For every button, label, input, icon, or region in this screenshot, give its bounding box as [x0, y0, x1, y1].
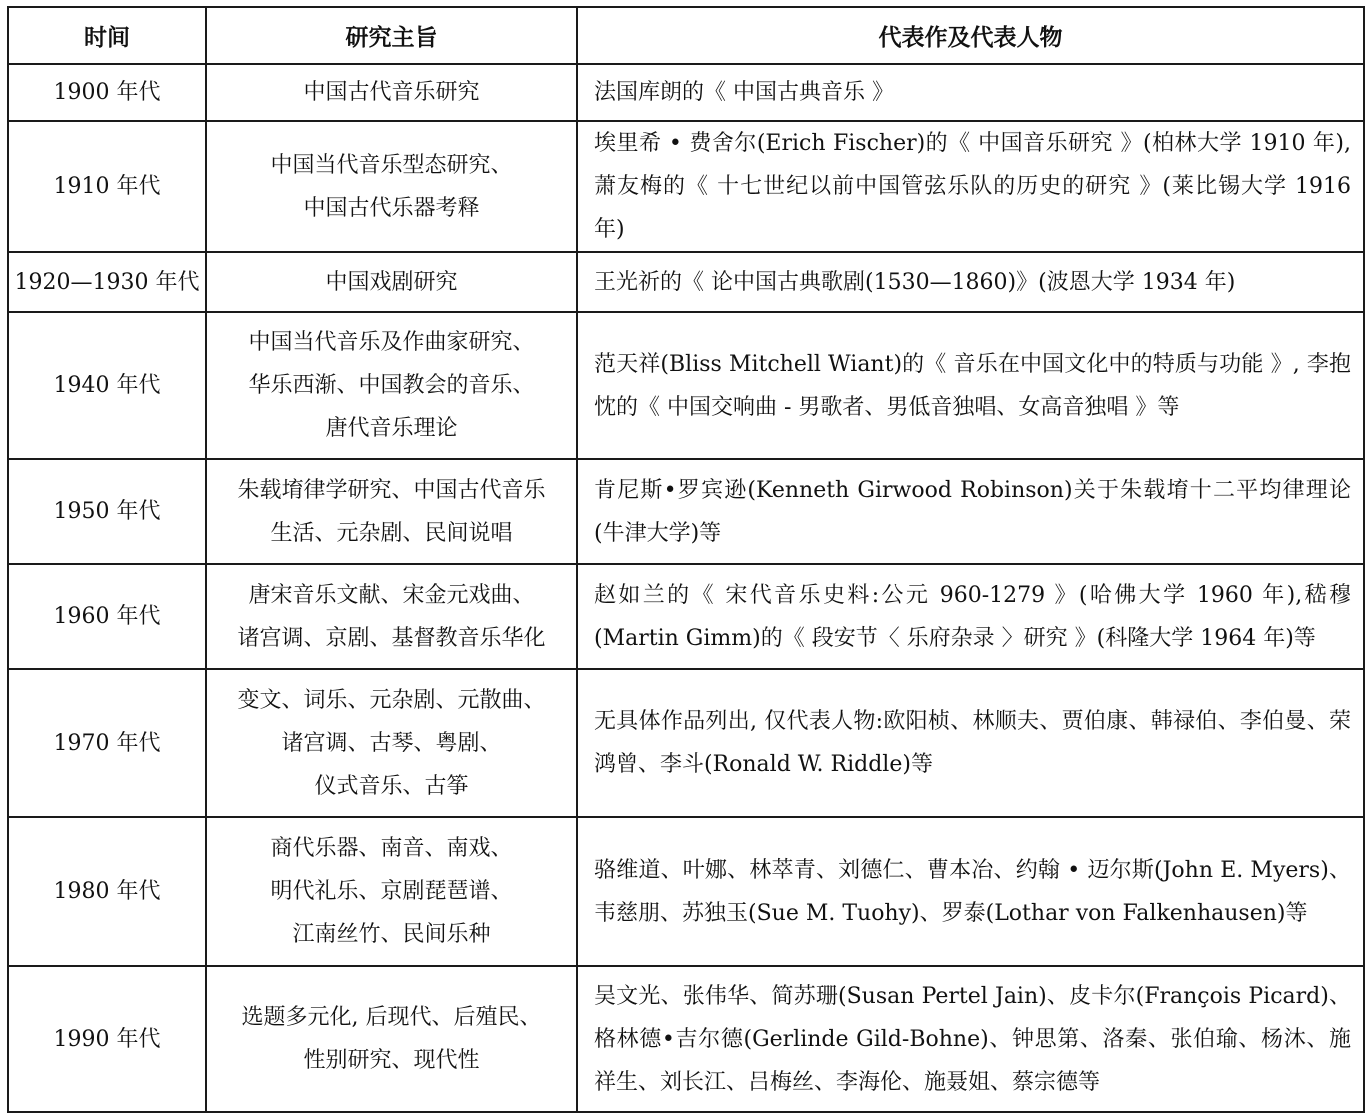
cell-works: 埃里希 • 费舍尔(Erich Fischer)的《 中国音乐研究 》(柏林大学 1910 年), 萧友梅的《 十七世纪以前中国管弦乐队的历史的研究 》(莱比锡大学 1916 年) — [577, 121, 1364, 252]
header-representative-works: 代表作及代表人物 — [577, 7, 1364, 64]
cell-aim — [206, 459, 577, 564]
cell-aim — [206, 64, 577, 121]
cell-works: 赵如兰的《 宋代音乐史料:公元 960-1279 》(哈佛大学 1960 年),嵇穆(Martin Gimm)的《 段安节〈 乐府杂录 〉研究 》(科隆大学 1964 年)等 — [577, 564, 1364, 669]
aim-line: 华乐西渐、中国教会的音乐、 — [248, 373, 535, 398]
table-row — [8, 252, 1364, 312]
aim-line: 诸宫调、京剧、基督教音乐华化 — [237, 625, 546, 651]
aim-line: 中国戏剧研究 — [325, 269, 458, 295]
research-table — [7, 6, 1365, 1113]
table-row — [8, 564, 1364, 669]
aim-line: 变文、词乐、元杂剧、元散曲、 — [237, 687, 546, 713]
header-time: 时间 — [8, 7, 206, 64]
table-row — [8, 669, 1364, 817]
cell-works: 法国库朗的《 中国古典音乐 》 — [577, 64, 1364, 121]
cell-works: 范天祥(Bliss Mitchell Wiant)的《 音乐在中国文化中的特质与功能 》, 李抱忱的《 中国交响曲 - 男歌者、男低音独唱、女高音独唱 》等 — [577, 312, 1364, 459]
cell-works: 骆维道、叶娜、林萃青、刘德仁、曹本冶、约翰 • 迈尔斯(John E. Myers)、韦慈朋、苏独玉(Sue M. Tuohy)、罗泰(Lothar von Falkenhausen)等 — [577, 817, 1364, 966]
aim-line: 江南丝竹、民间乐种 — [292, 922, 491, 947]
cell-time: 1970 年代 — [8, 669, 206, 817]
cell-time: 1910 年代 — [8, 121, 206, 252]
aim-line: 选题多元化, 后现代、后殖民、 — [241, 1005, 542, 1030]
table-row — [8, 966, 1364, 1112]
cell-time: 1920—1930 年代 — [8, 252, 206, 312]
cell-aim — [206, 817, 577, 966]
table-header-row — [8, 7, 1364, 64]
aim-line: 唐宋音乐文献、宋金元戏曲、 — [248, 582, 535, 608]
cell-aim — [206, 669, 577, 817]
aim-line: 中国当代音乐及作曲家研究、 — [248, 330, 535, 355]
cell-works: 吴文光、张伟华、简苏珊(Susan Pertel Jain)、皮卡尔(François Picard)、格林德•吉尔德(Gerlinde Gild-Bohne)、钟思第、洛秦、张伯瑜、杨沐、施祥生、刘长江、吕梅丝、李海伦、施聂姐、蔡宗德等 — [577, 966, 1364, 1112]
table-row — [8, 312, 1364, 459]
cell-aim — [206, 121, 577, 252]
table-row — [8, 121, 1364, 252]
cell-time: 1900 年代 — [8, 64, 206, 121]
cell-aim — [206, 312, 577, 459]
aim-line: 朱载堉律学研究、中国古代音乐 — [237, 477, 546, 503]
aim-line: 中国古代音乐研究 — [303, 80, 480, 105]
table-row — [8, 459, 1364, 564]
header-research-aim: 研究主旨 — [206, 7, 577, 64]
cell-works: 王光祈的《 论中国古典歌剧(1530—1860)》(波恩大学 1934 年) — [577, 252, 1364, 312]
aim-line: 明代礼乐、京剧琵琶谱、 — [270, 879, 513, 904]
table-row — [8, 64, 1364, 121]
cell-works: 肯尼斯•罗宾逊(Kenneth Girwood Robinson)关于朱载堉十二平均律理论(牛津大学)等 — [577, 459, 1364, 564]
aim-line: 中国古代乐器考释 — [303, 195, 480, 221]
cell-works: 无具体作品列出, 仅代表人物:欧阳桢、林顺夫、贾伯康、韩禄伯、李伯曼、荣鸿曾、李斗(Ronald W. Riddle)等 — [577, 669, 1364, 817]
cell-aim — [206, 252, 577, 312]
table-row — [8, 817, 1364, 966]
aim-line: 中国当代音乐型态研究、 — [270, 152, 513, 178]
cell-time: 1950 年代 — [8, 459, 206, 564]
aim-line: 商代乐器、南音、南戏、 — [270, 836, 513, 861]
aim-line: 生活、元杂剧、民间说唱 — [270, 520, 513, 546]
cell-time: 1960 年代 — [8, 564, 206, 669]
cell-aim — [206, 564, 577, 669]
aim-line: 性别研究、现代性 — [303, 1048, 480, 1073]
cell-time: 1940 年代 — [8, 312, 206, 459]
cell-aim — [206, 966, 577, 1112]
aim-line: 仪式音乐、古筝 — [314, 773, 469, 799]
cell-time: 1990 年代 — [8, 966, 206, 1112]
cell-time: 1980 年代 — [8, 817, 206, 966]
aim-line: 诸宫调、古琴、粤剧、 — [281, 730, 502, 756]
aim-line: 唐代音乐理论 — [325, 416, 458, 441]
